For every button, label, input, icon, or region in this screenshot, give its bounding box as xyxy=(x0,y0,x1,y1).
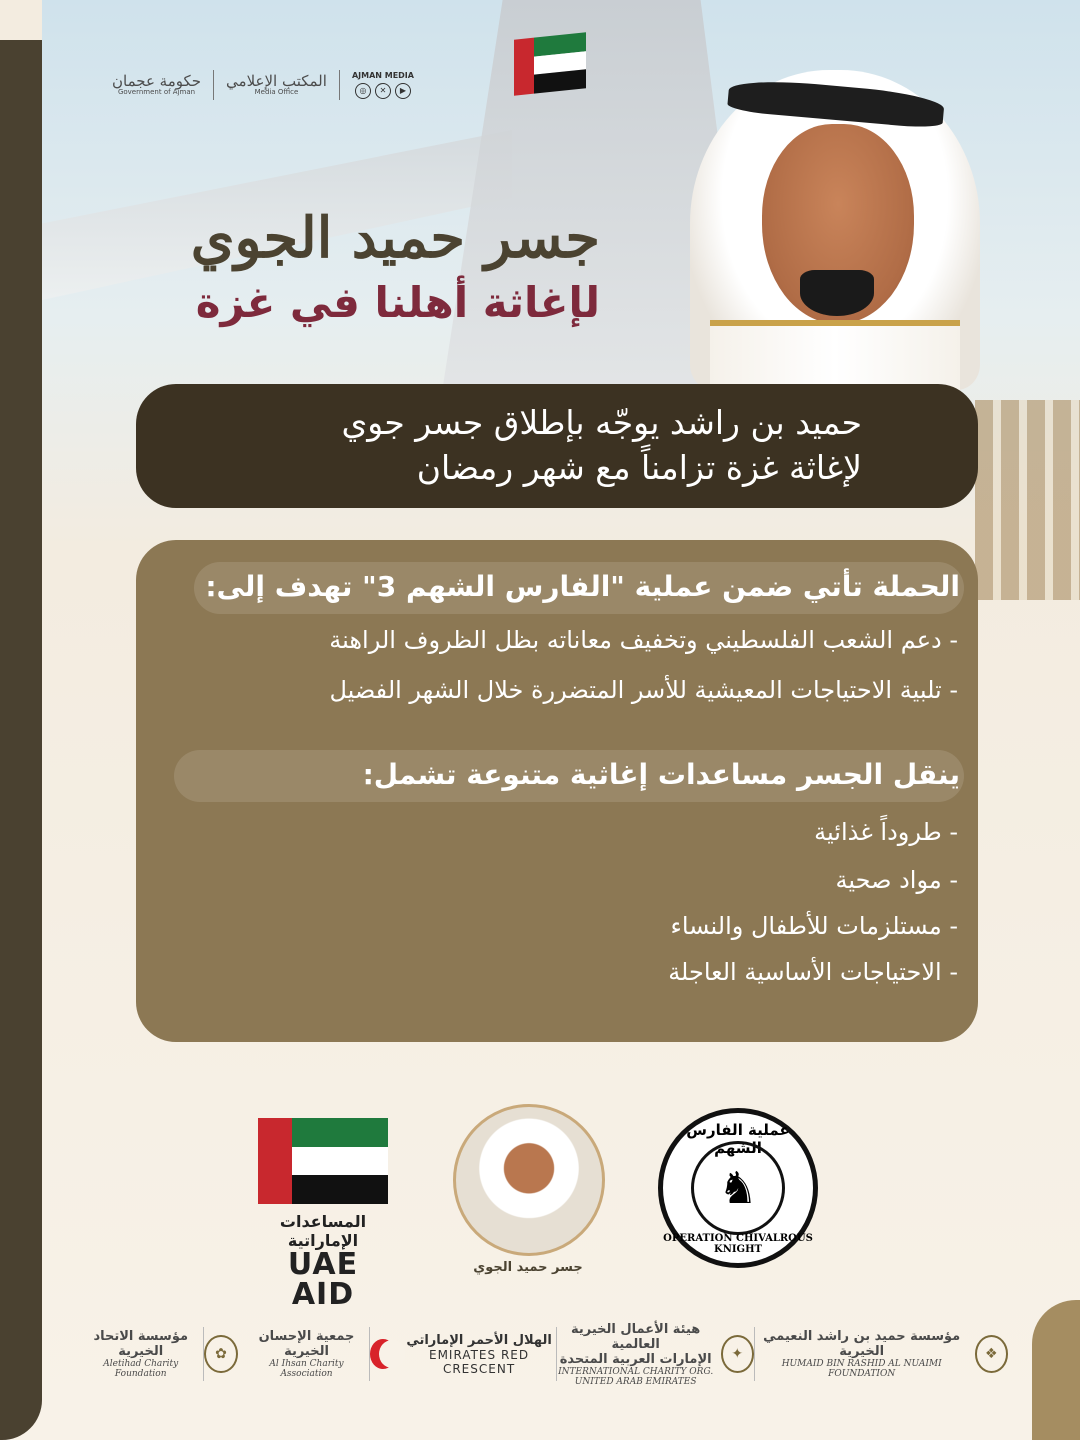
goals-heading: الحملة تأتي ضمن عملية "الفارس الشهم 3" تهدف إلى: xyxy=(205,570,960,603)
etihad-charity-logo xyxy=(78,1329,203,1379)
ajman-media-label: AJMAN MEDIA xyxy=(351,71,414,80)
emirates-red-crescent-logo xyxy=(370,1333,556,1376)
icc-ar-2: الإمارات العربية المتحدة xyxy=(559,1351,712,1367)
instagram-icon[interactable]: ◎ xyxy=(355,83,371,99)
header-logos xyxy=(112,70,414,100)
gov-ajman-ar: حكومة عجمان xyxy=(112,71,202,90)
portrait-avatar xyxy=(453,1104,605,1256)
media-office-logo xyxy=(226,73,327,97)
uae-aid-flag-icon xyxy=(258,1118,388,1204)
x-icon[interactable]: ✕ xyxy=(375,83,391,99)
ihsan-en: Al Ihsan Charity Association xyxy=(269,1359,344,1379)
left-decor-bar xyxy=(0,0,42,1440)
headline-box xyxy=(136,384,978,508)
aid-item: - الاحتياجات الأساسية العاجلة xyxy=(668,958,958,986)
bridge-logo xyxy=(453,1104,603,1275)
left-decor-notch xyxy=(0,0,42,40)
uae-aid-ar: المساعدات الإماراتية xyxy=(279,1212,367,1250)
ock-ar: عملية الفارس الشهم xyxy=(686,1121,790,1157)
hbr-en: HUMAID BIN RASHID AL NUAIMI FOUNDATION xyxy=(781,1359,942,1379)
footer-logos xyxy=(78,1318,1008,1390)
icc-ar-1: هيئة الأعمال الخيرية العالمية xyxy=(570,1321,701,1352)
gov-ajman-logo xyxy=(112,73,201,97)
bridge-caption: جسر حميد الجوي xyxy=(473,1260,583,1275)
campaign-subtitle: لإغاثة أهلنا في غزة xyxy=(195,278,600,327)
aid-item: - طروداً غذائية xyxy=(814,818,958,846)
right-decor-bar xyxy=(1032,1300,1080,1440)
headline-line-1: حميد بن راشد يوجّه بإطلاق جسر جوي xyxy=(341,403,862,443)
campaign-title: جسر حميد الجوي xyxy=(190,205,600,271)
goal-item: - تلبية الاحتياجات المعيشية للأسر المتضررة خلال الشهر الفضيل xyxy=(329,676,958,704)
goal-item: - دعم الشعب الفلسطيني وتخفيف معاناته بظل الظروف الراهنة xyxy=(329,626,958,654)
ock-en: OPERATION CHIVALROUS KNIGHT xyxy=(663,1233,813,1255)
international-charity-logo xyxy=(557,1322,754,1387)
icc-en-1: INTERNATIONAL CHARITY ORG. xyxy=(558,1366,714,1377)
icc-en-2: UNITED ARAB EMIRATES xyxy=(574,1376,697,1387)
cargo-pallets xyxy=(975,400,1080,600)
aid-item: - مواد صحية xyxy=(835,866,958,894)
ihsan-charity-logo xyxy=(204,1329,369,1379)
erc-en: EMIRATES RED CRESCENT xyxy=(429,1347,530,1376)
headline-line-2: لإغاثة غزة تزامناً مع شهر رمضان xyxy=(416,448,862,487)
hbr-emblem-icon: ❖ xyxy=(975,1335,1008,1373)
uae-aid-logo xyxy=(258,1118,388,1310)
erc-ar: الهلال الأحمر الإماراتي xyxy=(406,1332,552,1348)
operation-chivalrous-knight-logo xyxy=(658,1108,818,1268)
media-office-ar: المكتب الإعلامي xyxy=(226,71,327,90)
youtube-icon[interactable]: ▶ xyxy=(395,83,411,99)
hbr-ar: مؤسسة حميد بن راشد النعيمي الخيرية xyxy=(763,1329,961,1359)
uae-flag-icon xyxy=(514,32,586,96)
divider xyxy=(213,70,214,100)
info-box xyxy=(136,540,978,1042)
humaid-foundation-logo xyxy=(755,1329,1008,1379)
ihsan-emblem-icon: ✿ xyxy=(204,1335,237,1373)
ihsan-ar: جمعية الإحسان الخيرية xyxy=(258,1329,355,1359)
gov-ajman-en: Government of Ajman xyxy=(117,88,196,97)
icc-emblem-icon: ✦ xyxy=(721,1335,754,1373)
aid-item: - مستلزمات للأطفال والنساء xyxy=(671,912,958,940)
uae-aid-en: UAE AID xyxy=(287,1247,359,1312)
etihad-en: Aletihad Charity Foundation xyxy=(103,1359,179,1379)
aid-heading: ينقل الجسر مساعدات إغاثية متنوعة تشمل: xyxy=(362,758,960,791)
media-office-en: Media Office xyxy=(254,88,299,97)
ajman-media-social xyxy=(352,71,414,99)
divider xyxy=(339,70,340,100)
red-crescent-icon xyxy=(370,1339,396,1369)
sheikh-portrait xyxy=(690,70,980,390)
horse-rider-icon: ♞ xyxy=(691,1141,785,1235)
etihad-ar: مؤسسة الاتحاد الخيرية xyxy=(93,1329,189,1359)
